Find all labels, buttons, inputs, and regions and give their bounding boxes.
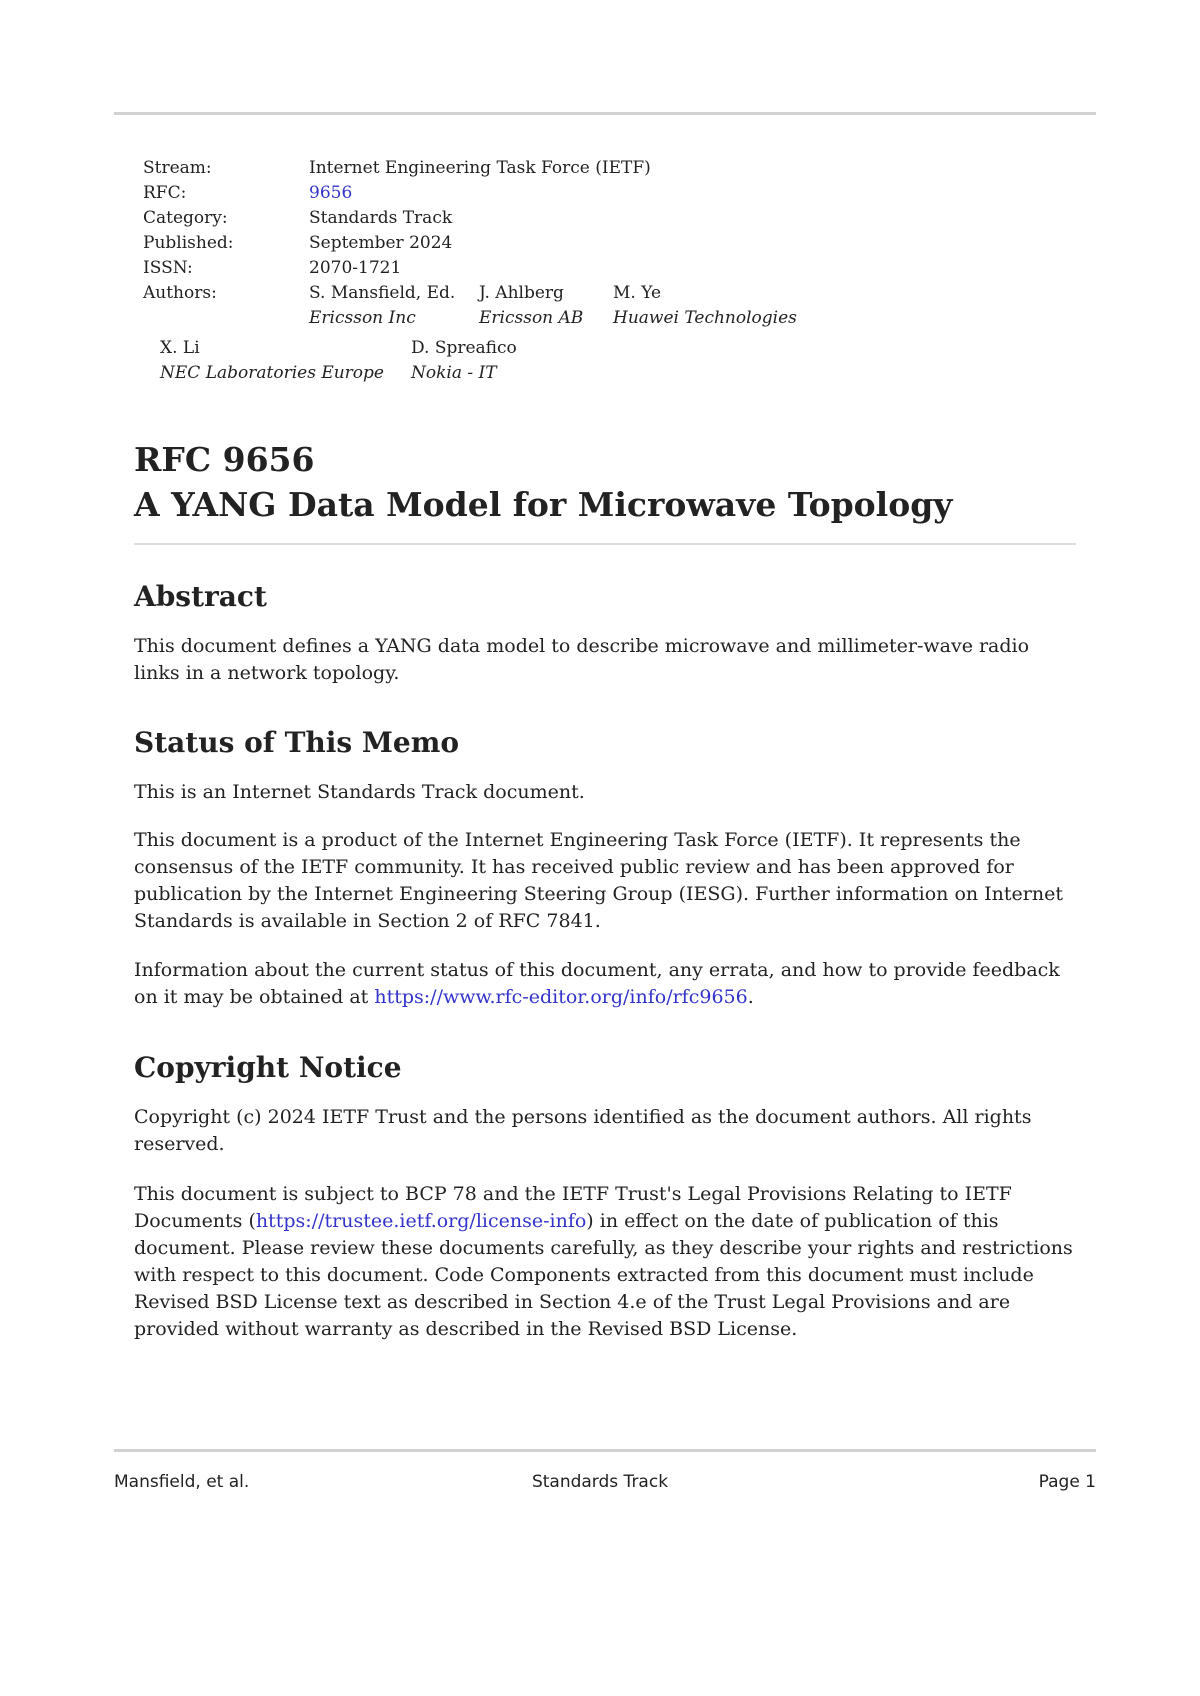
status-paragraph-1: This is an Internet Standards Track document. xyxy=(134,781,585,803)
status-paragraph-2: This document is a product of the Internet Engineering Task Force (IETF). It represents the consensus of the IETF community. It has received public review and has been approved for publication by the Internet Engineering Steering Group (IESG). Further information on Internet Standards is available in Section 2 of RFC 7841. xyxy=(134,829,1063,932)
author-affiliation: Ericsson Inc xyxy=(309,308,416,328)
status-paragraph-3-end: . xyxy=(747,986,754,1008)
author-name: J. Ahlberg xyxy=(479,283,564,303)
author-affiliation: Huawei Technologies xyxy=(613,308,797,328)
footer-authors: Mansfield, et al. xyxy=(114,1472,250,1492)
author-name: S. Mansfield, Ed. xyxy=(309,283,456,303)
meta-label-published: Published: xyxy=(143,233,234,253)
meta-row-stream xyxy=(143,156,651,181)
author-block xyxy=(613,281,797,331)
meta-label-rfc: RFC: xyxy=(143,183,187,203)
meta-row-rfc xyxy=(143,181,651,206)
authors-row-2 xyxy=(160,336,517,386)
document-title-text: A YANG Data Model for Microwave Topology xyxy=(134,485,953,524)
status-paragraph-3 xyxy=(134,957,1074,1011)
abstract-text: This document defines a YANG data model to describe microwave and millimeter-wave radio links in a network topology. xyxy=(134,635,1030,684)
copyright-heading: Copyright Notice xyxy=(134,1051,402,1084)
document-title xyxy=(134,437,952,527)
meta-label-stream: Stream: xyxy=(143,158,212,178)
meta-value-category: Standards Track xyxy=(309,208,453,228)
footer-page-number: Page 1 xyxy=(1038,1472,1096,1492)
meta-row-published xyxy=(143,231,651,256)
author-block xyxy=(309,281,479,331)
rfc-editor-info-link[interactable]: https://www.rfc-editor.org/info/rfc9656 xyxy=(374,986,748,1008)
meta-value-stream: Internet Engineering Task Force (IETF) xyxy=(309,158,651,178)
status-heading: Status of This Memo xyxy=(134,726,460,759)
authors-row-1 xyxy=(309,281,797,331)
title-rule xyxy=(134,543,1076,545)
meta-row-category xyxy=(143,206,651,231)
author-block xyxy=(479,281,613,331)
copyright-paragraph-1: Copyright (c) 2024 IETF Trust and the persons identified as the document authors. All rights reserved. xyxy=(134,1106,1032,1155)
top-rule xyxy=(114,112,1096,115)
bottom-rule xyxy=(114,1449,1096,1452)
copyright-paragraph-2 xyxy=(134,1181,1074,1343)
author-name: M. Ye xyxy=(613,283,662,303)
author-affiliation: NEC Laboratories Europe xyxy=(160,363,384,383)
license-info-link[interactable]: https://trustee.ietf.org/license-info xyxy=(255,1210,587,1232)
copyright-paragraph-2-end: ) in effect on the date of publication of this document. Please review these documents carefully, as they describe your rights and restrictions with respect to this document. Code Components extracted from this document must include Revised BSD License text as described in Section 4.e of the Trust Legal Provisions and are provided without warranty as described in the Revised BSD License. xyxy=(134,1210,1073,1340)
meta-row-issn xyxy=(143,256,651,281)
meta-label-category: Category: xyxy=(143,208,228,228)
author-affiliation: Ericsson AB xyxy=(479,308,584,328)
author-affiliation: Nokia - IT xyxy=(411,363,497,383)
rfc-number-link[interactable]: 9656 xyxy=(309,183,353,203)
meta-value-published: September 2024 xyxy=(309,233,453,253)
author-name: D. Spreafico xyxy=(411,338,517,358)
meta-label-issn: ISSN: xyxy=(143,258,193,278)
author-name: X. Li xyxy=(160,338,200,358)
status-paragraph-3-text: Information about the current status of this document, any errata, and how to provide feedback on it may be obtained at xyxy=(134,959,1060,1008)
author-block xyxy=(411,336,517,386)
author-block xyxy=(160,336,411,386)
document-title-rfc: RFC 9656 xyxy=(134,440,315,479)
meta-value-issn: 2070-1721 xyxy=(309,258,402,278)
footer-category: Standards Track xyxy=(531,1472,669,1492)
abstract-heading: Abstract xyxy=(134,580,267,613)
meta-label-authors: Authors: xyxy=(143,283,217,303)
copyright-paragraph-2-text: This document is subject to BCP 78 and the IETF Trust's Legal Provisions Relating to IETF Documents ( xyxy=(134,1183,1012,1232)
